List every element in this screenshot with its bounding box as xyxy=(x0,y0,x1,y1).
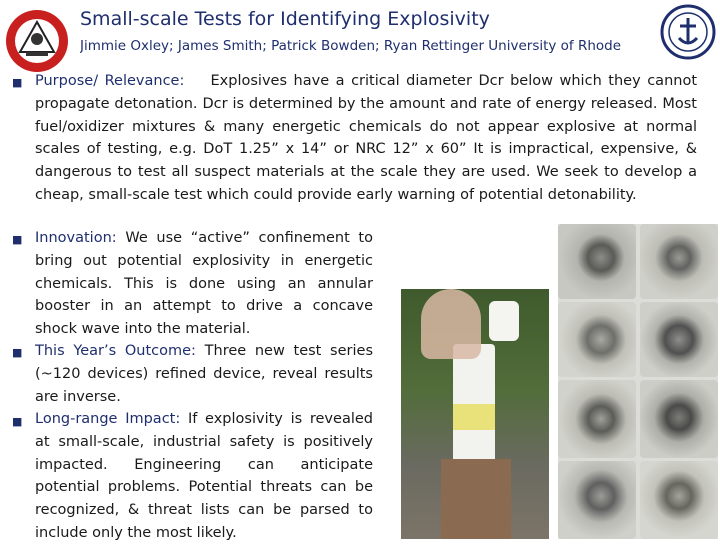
slide-title: Small-scale Tests for Identifying Explosivity xyxy=(80,8,490,30)
bullet-text: Explosives have a critical diameter Dcr below which they cannot propagate detonation. Dcr is determined by the amount and rate of energy released. Most fuel/oxidizer mixtures & many energetic chemicals do not appear explosive at normal scales of testing, e.g. DoT 1.25” x 14” or NRC 12” x 60” It is impractical, expensive, & dangerous to test all suspect materials at the scale they are used. We seek to develop a cheap, small-scale test which could provide early warning of potential detonability. xyxy=(35,73,698,203)
bullet-heading: This Year’s Outcome: xyxy=(35,343,196,359)
bullet-heading: Purpose/ Relevance: xyxy=(35,73,185,89)
bullet-text: We use “active” confinement to bring out potential explosivity in energetic chemicals. This is done using an annular booster in an attempt to drive a concave shock wave into the material. xyxy=(35,230,373,338)
bullet-purpose xyxy=(35,70,697,207)
square-bullet-icon: ■ xyxy=(12,76,23,89)
left-emblem-logo xyxy=(4,8,70,74)
square-bullet-icon: ■ xyxy=(12,233,23,246)
bullet-innovation xyxy=(35,227,373,341)
university-seal-logo xyxy=(660,4,716,60)
bullet-impact xyxy=(35,408,373,545)
lab-test-photo xyxy=(401,289,549,539)
bullet-heading: Long-range Impact: xyxy=(35,411,181,427)
bullet-outcome xyxy=(35,340,373,408)
square-bullet-icon: ■ xyxy=(12,415,23,428)
bullet-text: Three new test series (~120 devices) refined device, reveal results are inverse. xyxy=(35,343,373,405)
bullet-heading: Innovation: xyxy=(35,230,117,246)
square-bullet-icon: ■ xyxy=(12,346,23,359)
bullet-text: If explosivity is revealed at small-scale, industrial safety is positively impacted. Engineering can anticipate potential problems. Potential threats can be recognized, & threat lists can be parsed to include only the most likely. xyxy=(35,411,373,541)
witness-plate-photo-grid xyxy=(558,224,718,539)
author-line: Jimmie Oxley; James Smith; Patrick Bowden; Ryan Rettinger University of Rhode xyxy=(80,38,622,54)
